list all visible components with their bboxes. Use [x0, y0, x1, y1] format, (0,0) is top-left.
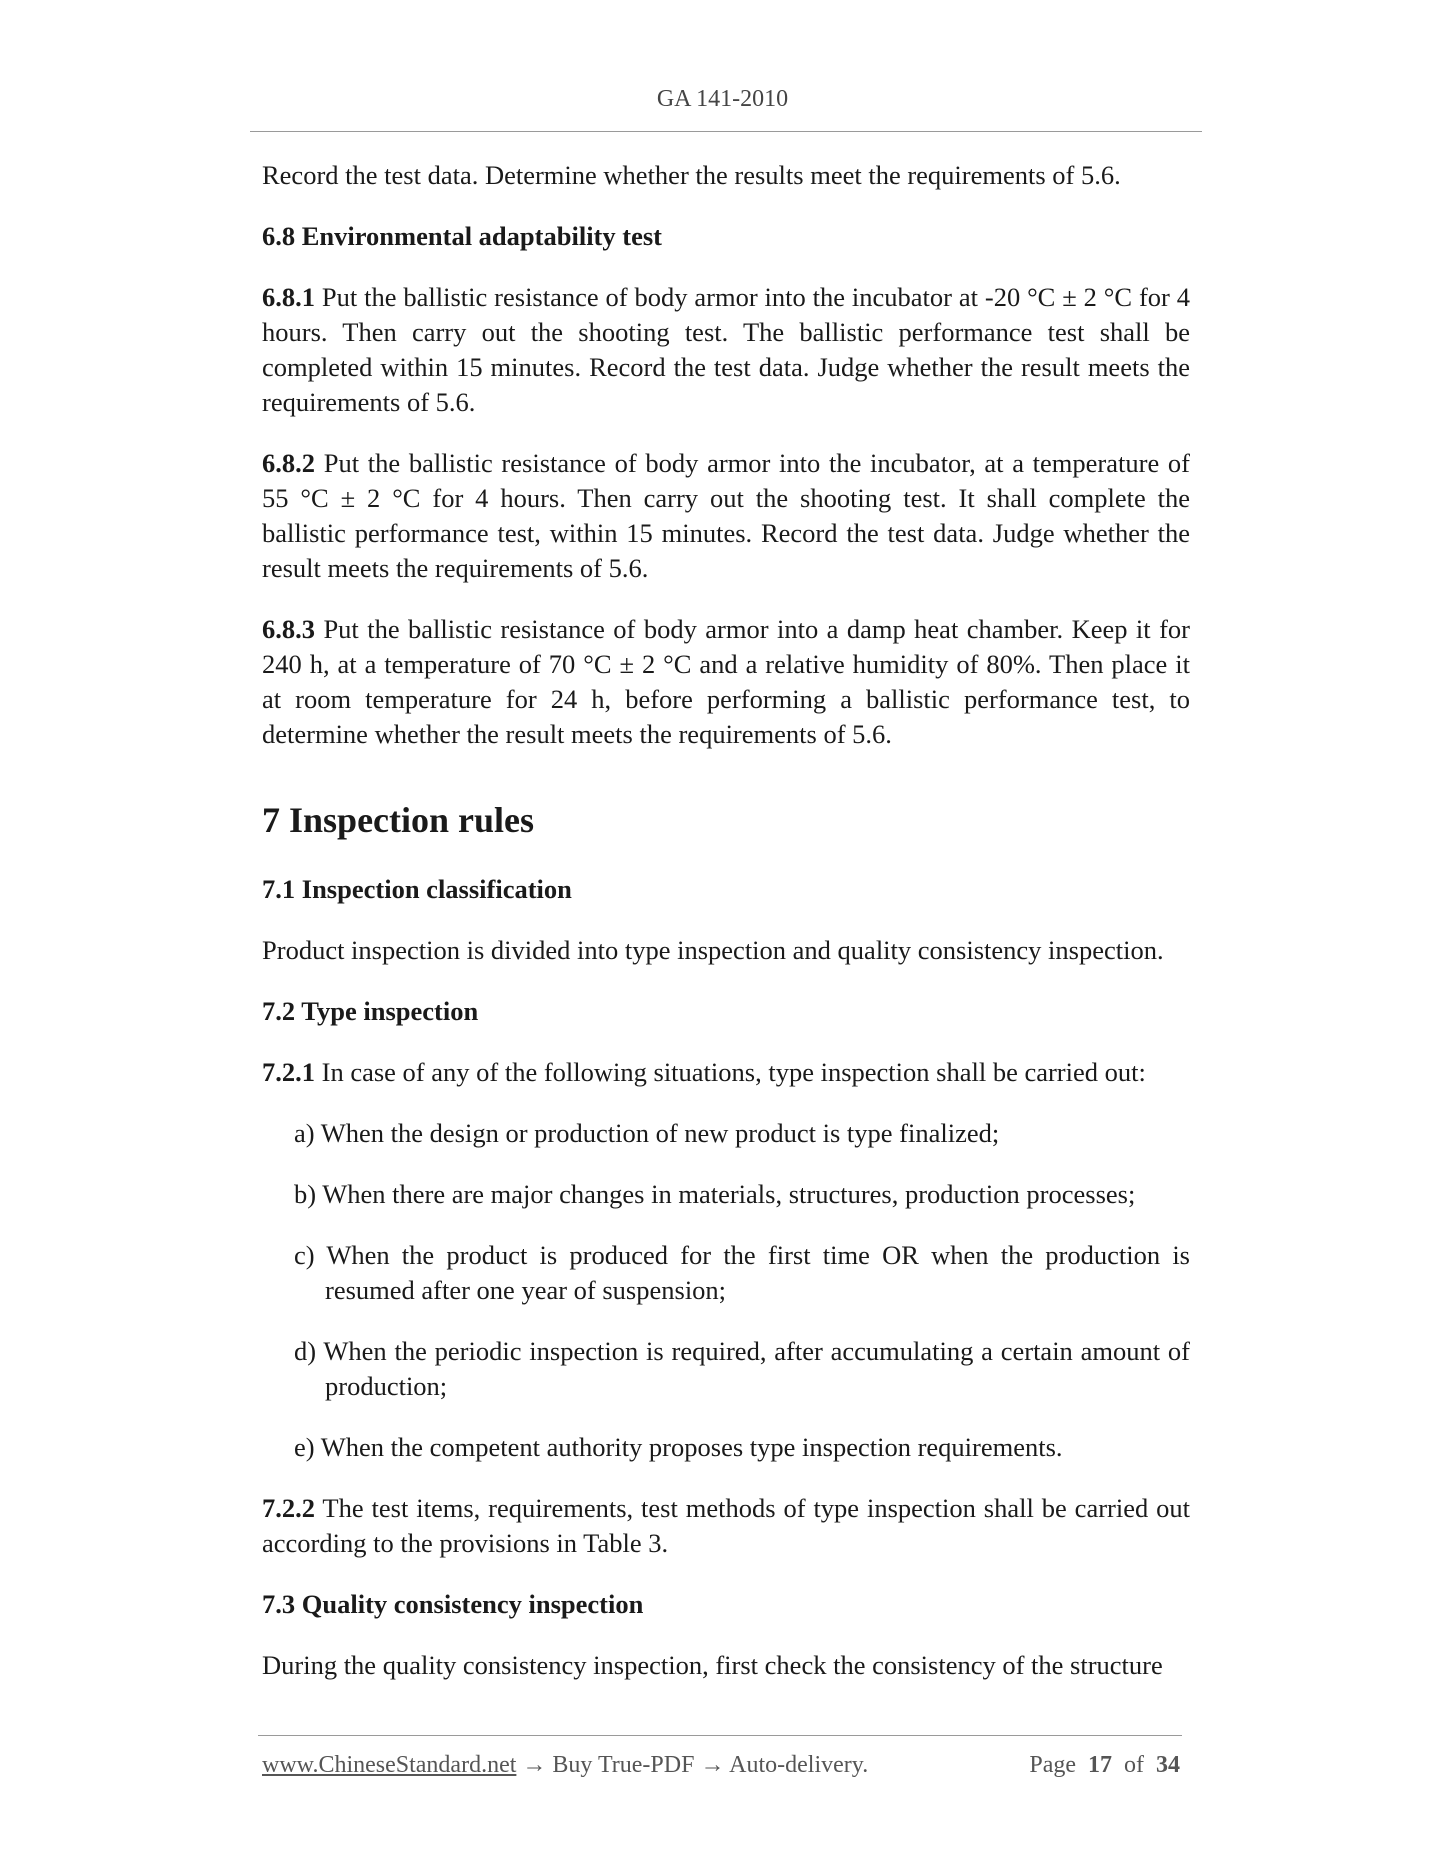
clause-7-2-2 [262, 1491, 1190, 1561]
list-item-a: a) When the design or production of new product is type finalized; [294, 1118, 1000, 1148]
clause-number: 6.8.1 [262, 282, 315, 312]
clause-text: Put the ballistic resistance of body armor into a damp heat chamber. Keep it for 240 h, at a temperature of 70 °C ± 2 °C and a relative humidity of 80%. Then place it at room temperature for 24 h, before performing a ballistic performance test, to determine whether the result meets the requirements of 5.6. [262, 614, 1190, 749]
page-content [262, 158, 1190, 1683]
list-item-b: b) When there are major changes in materials, structures, production processes; [294, 1179, 1136, 1209]
footer-promo [262, 1752, 868, 1779]
clause-number: 7.2.1 [262, 1057, 315, 1087]
buy-pdf-text: Buy True-PDF [552, 1752, 695, 1778]
heading-7-2: 7.2 Type inspection [262, 996, 479, 1026]
current-page: 17 [1088, 1752, 1112, 1778]
clause-6-8-1 [262, 280, 1190, 420]
of-label: of [1124, 1752, 1144, 1778]
paragraph-7-1: Product inspection is divided into type inspection and quality consistency inspection. [262, 935, 1164, 965]
heading-7-1: 7.1 Inspection classification [262, 874, 572, 904]
list-item-e: e) When the competent authority proposes type inspection requirements. [294, 1432, 1063, 1462]
document-code-header: GA 141-2010 [656, 86, 789, 112]
heading-7: 7 Inspection rules [262, 800, 535, 840]
paragraph-record-data: Record the test data. Determine whether the results meet the requirements of 5.6. [262, 160, 1121, 190]
clause-text: The test items, requirements, test methods of type inspection shall be carried out according to the provisions in Table 3. [262, 1493, 1190, 1558]
clause-6-8-2 [262, 446, 1190, 586]
heading-6-8: 6.8 Environmental adaptability test [262, 221, 662, 251]
clause-number: 7.2.2 [262, 1493, 315, 1523]
clause-number: 6.8.3 [262, 614, 315, 644]
total-pages: 34 [1156, 1752, 1180, 1778]
page-number [1029, 1752, 1180, 1779]
list-item-c: c) When the product is produced for the first time OR when the production is resumed after one year of suspension; [294, 1240, 1190, 1305]
paragraph-7-3: During the quality consistency inspection, first check the consistency of the structure [262, 1650, 1163, 1680]
clause-text: Put the ballistic resistance of body armor into the incubator, at a temperature of 55 °C ± 2 °C for 4 hours. Then carry out the shooting test. It shall complete the ballistic performance test, within 15 minutes. Record the test data. Judge whether the result meets the requirements of 5.6. [262, 448, 1190, 583]
page-label: Page [1029, 1752, 1076, 1778]
header-divider [250, 131, 1202, 132]
arrow-right-icon: → [700, 1752, 725, 1778]
clause-text: Put the ballistic resistance of body armor into the incubator at -20 °C ± 2 °C for 4 hours. Then carry out the shooting test. The ballistic performance test shall be completed within 15 minutes. Record the test data. Judge whether the result meets the requirements of 5.6. [262, 282, 1190, 417]
clause-6-8-3 [262, 612, 1190, 752]
clause-number: 6.8.2 [262, 448, 315, 478]
clause-text: In case of any of the following situations, type inspection shall be carried out: [315, 1057, 1146, 1087]
clause-7-2-1 [262, 1055, 1190, 1090]
heading-7-3: 7.3 Quality consistency inspection [262, 1589, 644, 1619]
arrow-right-icon: → [522, 1752, 547, 1778]
auto-delivery-text: Auto-delivery. [729, 1752, 869, 1778]
list-item-d: d) When the periodic inspection is required, after accumulating a certain amount of production; [294, 1336, 1190, 1401]
website-link[interactable]: www.ChineseStandard.net [262, 1752, 517, 1778]
footer-divider [258, 1735, 1182, 1736]
